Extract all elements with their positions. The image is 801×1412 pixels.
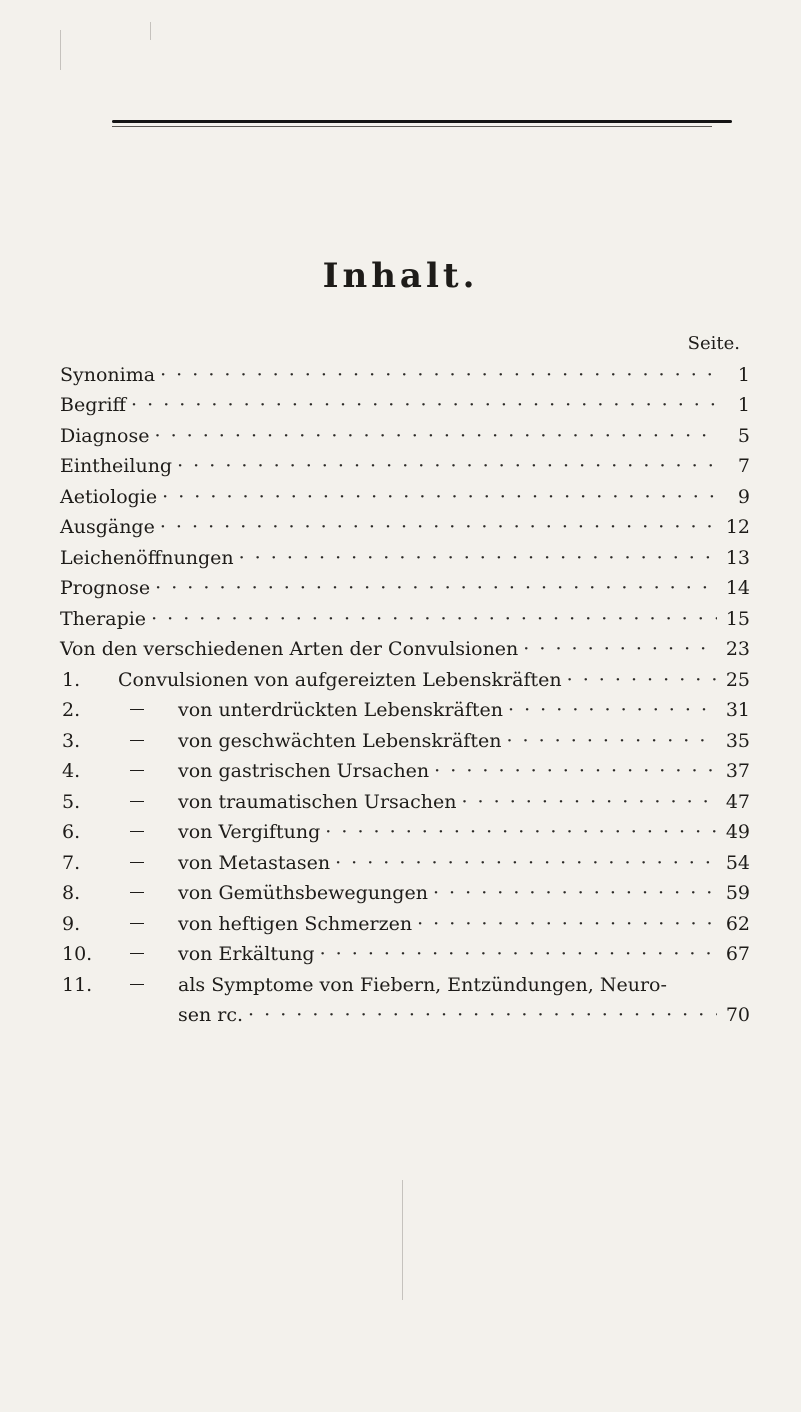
toc-entry-page: 1	[737, 363, 750, 386]
leader-dots	[151, 608, 717, 630]
toc-entry-page: 5	[737, 424, 750, 447]
leader-dots	[506, 730, 717, 752]
toc-entry-label: von unterdrückten Lebenskräften	[178, 699, 504, 721]
leader-dots	[325, 821, 717, 843]
toc-entry-number: 4.	[62, 760, 81, 782]
ditto-dash	[118, 791, 178, 813]
leader-dots	[508, 699, 717, 721]
toc-entry-label: von geschwächten Lebenskräften	[178, 729, 502, 752]
toc-entry-continuation	[60, 996, 750, 1027]
toc-entry-label: Begriff	[60, 394, 127, 416]
toc-entry-page: 14	[725, 577, 750, 599]
toc-entry-page: 62	[725, 912, 750, 935]
leader-dots	[434, 760, 717, 782]
toc-entry-label: Eintheilung	[60, 455, 173, 477]
leader-dots	[461, 791, 717, 813]
ditto-dash	[118, 852, 178, 874]
toc-numbered-entry	[60, 965, 750, 996]
toc-numbered-entry	[60, 843, 750, 874]
toc-entry-label: von heftigen Schmerzen	[178, 912, 413, 935]
leader-dots	[248, 1004, 717, 1026]
toc-entry	[60, 599, 750, 630]
toc-numbered-entry	[60, 691, 750, 722]
toc-numbered-entry	[60, 813, 750, 844]
toc-entry-label: Leichenöffnungen	[60, 546, 234, 569]
toc-entry-page: 47	[725, 790, 750, 813]
toc-entry	[60, 569, 750, 600]
toc-numbered-entry	[60, 935, 750, 966]
toc-entry-label: Aetiologie	[60, 485, 158, 508]
toc-entry-number: 6.	[62, 821, 81, 843]
toc-entry-label: Synonima	[60, 363, 156, 386]
toc-entry-page: 13	[725, 546, 750, 569]
leader-dots	[160, 516, 717, 538]
toc-entry-label: von Gemüthsbewegungen	[178, 882, 428, 904]
leader-dots	[154, 425, 717, 447]
leader-dots	[523, 638, 717, 660]
scan-mark	[150, 22, 151, 40]
toc-entry-number: 3.	[62, 729, 81, 752]
ditto-dash	[118, 821, 178, 843]
leader-dots	[155, 577, 717, 599]
toc-entry-number: 2.	[62, 699, 81, 721]
ditto-dash	[118, 699, 178, 721]
toc-entry-label: Von den verschiedenen Arten der Convulsionen	[60, 638, 519, 660]
ditto-dash	[118, 974, 178, 996]
toc-entry-label: als Symptome von Fiebern, Entzündungen, Neuro-	[178, 973, 667, 996]
toc-entry-page: 35	[725, 729, 750, 752]
toc-entry	[60, 447, 750, 478]
toc-entry-page: 67	[725, 943, 750, 965]
toc-numbered-entry	[60, 660, 750, 691]
toc-entry-page: 37	[725, 760, 750, 782]
toc-entry-number: 5.	[62, 790, 81, 813]
toc-entry-number: 10.	[62, 943, 93, 965]
toc-entry-page: 23	[725, 638, 750, 660]
toc-entry-page: 70	[725, 1004, 750, 1026]
toc-entry-page: 12	[725, 516, 750, 538]
toc-entry-label: von Metastasen	[178, 851, 331, 874]
toc-entry-page: 25	[725, 668, 750, 691]
toc-entry-page: 54	[725, 851, 750, 874]
top-border-rule	[112, 120, 732, 123]
page-column-heading: Seite.	[687, 333, 740, 354]
toc-entry-label: Therapie	[60, 607, 147, 630]
toc-entry-label: sen rc.	[178, 1004, 244, 1026]
top-border-thin-rule	[112, 126, 712, 127]
toc-numbered-entry	[60, 874, 750, 905]
toc-entry-number: 1.	[62, 668, 81, 691]
toc-entry	[60, 508, 750, 539]
toc-entry	[60, 355, 750, 386]
toc-entry-page: 59	[725, 882, 750, 904]
toc-numbered-entry	[60, 904, 750, 935]
toc-entry-label: von Vergiftung	[178, 821, 321, 843]
leader-dots	[177, 455, 717, 477]
toc-entry	[60, 538, 750, 569]
toc-entry-label: Ausgänge	[60, 516, 155, 538]
toc-numbered-entry	[60, 721, 750, 752]
leader-dots	[131, 394, 717, 416]
toc-entry	[60, 386, 750, 417]
toc-numbered-entry	[60, 782, 750, 813]
toc-entry-page: 49	[725, 821, 750, 843]
toc-entry	[60, 630, 750, 661]
toc-entry-page: 1	[737, 394, 750, 416]
scan-mark	[402, 1180, 403, 1300]
scan-mark	[60, 30, 61, 70]
ditto-dash	[118, 882, 178, 904]
toc-entry-label: Convulsionen von aufgereizten Lebenskräften	[118, 668, 562, 691]
ditto-dash	[118, 760, 178, 782]
toc-entry-page: 31	[725, 699, 750, 721]
ditto-dash	[118, 730, 178, 752]
toc-entry-number: 8.	[62, 882, 81, 904]
toc-numbered-entry	[60, 752, 750, 783]
toc-entry-label: Prognose	[60, 577, 151, 599]
toc-entry-number: 9.	[62, 912, 81, 935]
toc-entry-number: 11.	[62, 973, 93, 996]
toc-entry-page: 15	[725, 607, 750, 630]
toc-entry-page: 9	[737, 485, 750, 508]
table-of-contents	[60, 355, 750, 1026]
ditto-dash	[118, 913, 178, 935]
leader-dots	[335, 852, 717, 874]
toc-entry-label: von Erkältung	[178, 943, 315, 965]
page-title: Inhalt.	[322, 256, 479, 296]
toc-entry-label: von traumatischen Ursachen	[178, 790, 457, 813]
leader-dots	[567, 669, 717, 691]
toc-entry	[60, 477, 750, 508]
leader-dots	[162, 486, 717, 508]
toc-entry	[60, 416, 750, 447]
leader-dots	[320, 943, 717, 965]
toc-entry-page: 7	[737, 455, 750, 477]
leader-dots	[239, 547, 717, 569]
toc-entry-number: 7.	[62, 851, 81, 874]
toc-entry-label: von gastrischen Ursachen	[178, 760, 430, 782]
toc-entry-label: Diagnose	[60, 424, 150, 447]
leader-dots	[417, 913, 717, 935]
leader-dots	[160, 364, 717, 386]
leader-dots	[433, 882, 717, 904]
ditto-dash	[118, 943, 178, 965]
